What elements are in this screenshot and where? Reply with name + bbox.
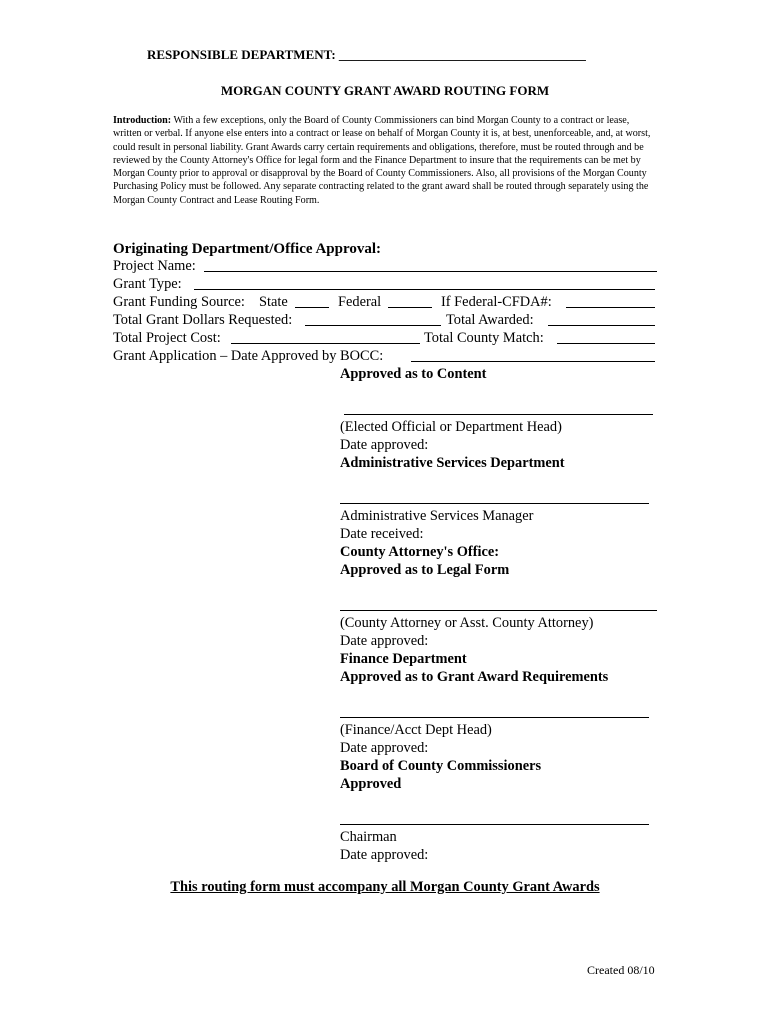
total-requested-label: Total Grant Dollars Requested:	[113, 312, 293, 328]
federal-field[interactable]	[388, 307, 432, 308]
bocc-date-label: Date approved:	[340, 847, 429, 863]
admin-services-heading: Administrative Services Department	[340, 455, 565, 471]
introduction-body: With a few exceptions, only the Board of County Commissioners can bind Morgan County to a contract or lease, written or verbal. If anyone else enters into a contract or lease on behalf of Morgan County it is, at best, unenforceable, and, at worst, could result in personal liability. Grant Awards carry certain requirements and obligations, therefore, must be routed through and be reviewed by the County Attorney's Office for legal form and the Finance Department to insure that the requirements can be met by Morgan County prior to approval or disapproval by the Board of County Commissioners. Also, all provisions of the Morgan County Purchasing Policy must be followed. Any separate contracting related to the grant award shall be routed through separately using the Morgan County Contract and Lease Routing Form.	[113, 115, 651, 206]
cfda-field[interactable]	[566, 307, 655, 308]
county-attorney-heading: County Attorney's Office:	[340, 544, 500, 560]
admin-services-signature-line[interactable]	[340, 503, 649, 504]
total-project-cost-field[interactable]	[231, 343, 420, 344]
finance-signer: (Finance/Acct Dept Head)	[340, 722, 492, 738]
introduction-lead: Introduction:	[113, 115, 172, 126]
total-awarded-field[interactable]	[548, 325, 655, 326]
admin-services-date-label: Date received:	[340, 526, 424, 542]
grant-type-label: Grant Type:	[113, 276, 182, 292]
project-name-label: Project Name:	[113, 258, 196, 274]
federal-label: Federal	[338, 294, 382, 310]
total-county-match-label: Total County Match:	[424, 330, 544, 346]
county-attorney-date-label: Date approved:	[340, 633, 429, 649]
admin-services-signer: Administrative Services Manager	[340, 508, 534, 524]
total-county-match-field[interactable]	[557, 343, 655, 344]
bocc-signer: Chairman	[340, 829, 397, 845]
county-attorney-signer: (County Attorney or Asst. County Attorney)	[340, 615, 594, 631]
bocc-heading: Board of County Commissioners	[340, 758, 542, 774]
content-approval-signature-line[interactable]	[344, 414, 653, 415]
legal-form-heading: Approved as to Legal Form	[340, 562, 510, 578]
county-attorney-signature-line[interactable]	[340, 610, 657, 611]
form-title: MORGAN COUNTY GRANT AWARD ROUTING FORM	[220, 83, 550, 98]
bocc-date-field[interactable]	[411, 361, 655, 362]
project-name-field[interactable]	[204, 271, 657, 272]
finance-signature-line[interactable]	[340, 717, 649, 718]
bocc-date-label: Grant Application – Date Approved by BOCC:	[113, 348, 384, 364]
bocc-approved-heading: Approved	[340, 776, 402, 792]
total-awarded-label: Total Awarded:	[446, 312, 534, 328]
footer-notice: This routing form must accompany all Morgan County Grant Awards	[170, 879, 600, 895]
content-approval-date-label: Date approved:	[340, 437, 429, 453]
created-date: Created 08/10	[587, 963, 655, 977]
cfda-label: If Federal-CFDA#:	[441, 294, 552, 310]
content-approval-signer: (Elected Official or Department Head)	[340, 419, 562, 435]
content-approval-heading: Approved as to Content	[340, 366, 487, 382]
state-label: State	[259, 294, 288, 310]
total-project-cost-label: Total Project Cost:	[113, 330, 221, 346]
grant-type-field[interactable]	[194, 289, 655, 290]
finance-date-label: Date approved:	[340, 740, 429, 756]
introduction-paragraph	[113, 114, 658, 207]
funding-source-label: Grant Funding Source:	[113, 294, 245, 310]
total-requested-field[interactable]	[305, 325, 441, 326]
grant-requirements-heading: Approved as to Grant Award Requirements	[340, 669, 609, 685]
footer-notice-wrap	[0, 878, 770, 896]
originating-heading: Originating Department/Office Approval:	[113, 241, 382, 257]
responsible-department-label: RESPONSIBLE DEPARTMENT: ______________________________________	[147, 47, 586, 62]
bocc-signature-line[interactable]	[340, 824, 649, 825]
state-field[interactable]	[295, 307, 329, 308]
finance-heading: Finance Department	[340, 651, 467, 667]
